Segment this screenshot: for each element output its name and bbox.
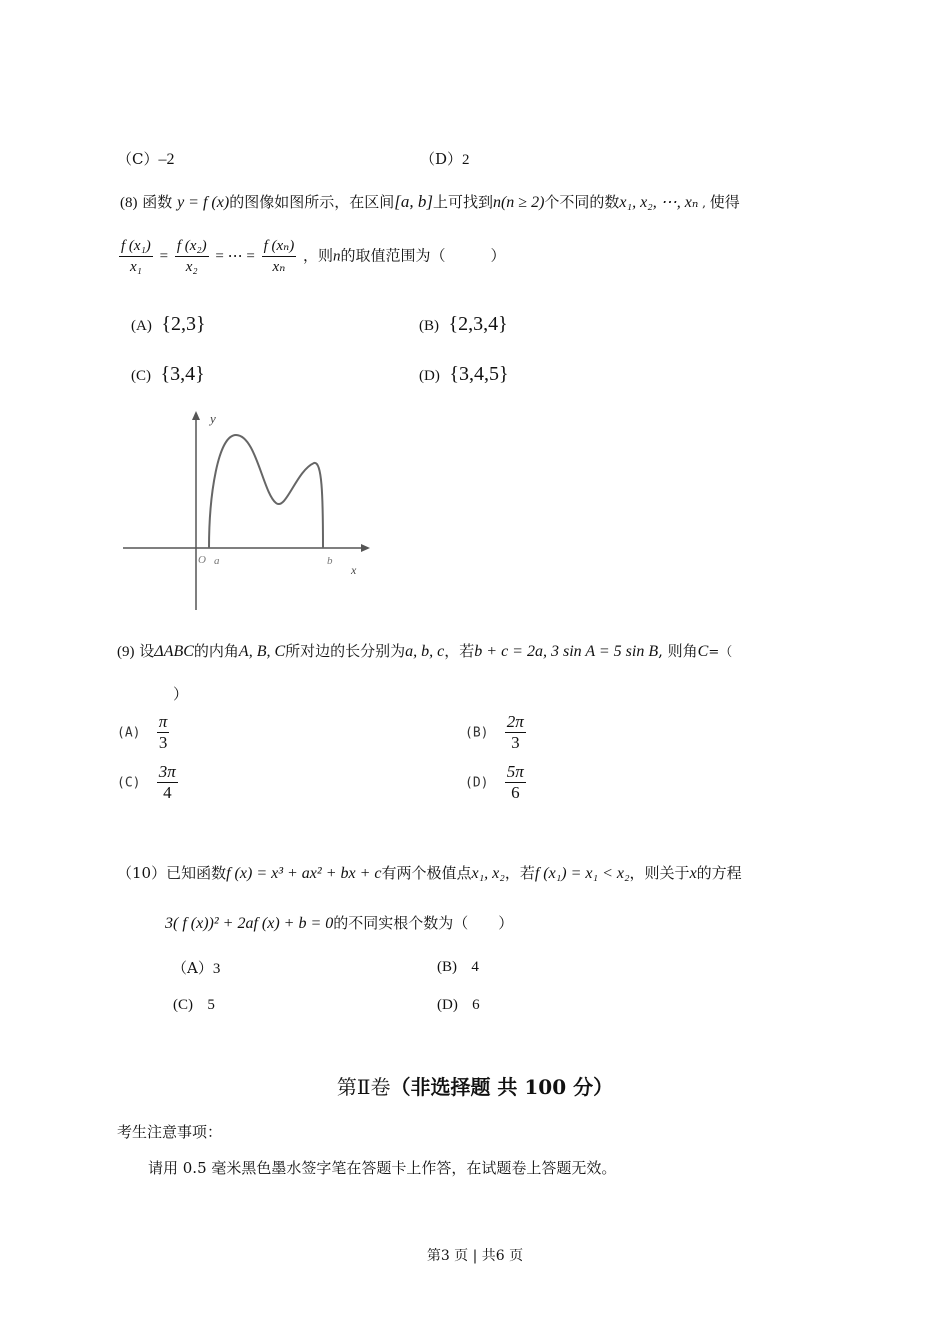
q10-option-c: (C) 5 — [173, 997, 215, 1013]
y-axis-label: y — [210, 411, 216, 426]
page-footer: 第3 页 | 共6 页 — [426, 1248, 524, 1264]
q10-stem: （10）已知函数f (x) = x³ + ax² + bx + c有两个极值点x₁, x₂，若f (x₁) = x₁ < x₂，则关于x的方程 — [117, 864, 742, 882]
q9-option-a: (A) $\frac{\pi}{3}$ — [117, 712, 168, 752]
q9-option-d: (D) $\frac{5\pi}{6}$ — [465, 762, 524, 802]
x-axis-label: x — [351, 563, 357, 577]
b-label: b — [327, 555, 333, 567]
q8-function-graph — [118, 405, 378, 615]
q8-option-d: (D) {3,4,5} — [419, 363, 509, 385]
q10-option-b: (B) 4 — [437, 959, 479, 975]
q8-option-a: (A) {2,3} — [131, 313, 206, 335]
q8-option-c: (C) {3,4} — [131, 363, 205, 385]
section-2-title: 第Ⅱ卷（非选择题 共 100 分） — [336, 1075, 614, 1099]
q8-ratio-equation: $\frac{\text{f (x₁)}}{\text{x₁}}$ = $\frac{\text{f (x₂)}}{\text{x₂}}$ = ⋯ = $\frac{\text{f (xₙ)}}{\text{xₙ}}$ ，则n的取值范围为（ ） — [121, 238, 506, 275]
q10-option-a: （A）3 — [172, 959, 221, 977]
q9-stem-close: ） — [173, 685, 189, 703]
q9-option-b: (B) $\frac{2\pi}{3}$ — [465, 712, 524, 752]
origin-label: O — [198, 554, 206, 566]
q7-option-c: （C）–2 — [117, 150, 175, 168]
a-label: a — [214, 555, 220, 567]
q10-option-d: (D) 6 — [437, 997, 480, 1013]
q9-option-c: (C) $\frac{3\pi}{4}$ — [117, 762, 176, 802]
q8-option-b: (B) {2,3,4} — [419, 313, 508, 335]
q7-option-d: （D）2 — [420, 150, 470, 168]
x-axis-arrow — [361, 544, 370, 552]
q10-equation-line: 3( f (x))² + 2af (x) + b = 0的不同实根个数为（ ） — [165, 914, 514, 932]
q8-stem: (8) 函数 y = f (x)的图像如图所示，在区间[a, b]上可找到n(n ≥ 2)个不同的数x₁, x₂, ⋯, xₙ , 使得 — [120, 192, 740, 211]
function-curve — [209, 435, 323, 548]
y-axis-arrow — [192, 411, 200, 420]
q9-stem: (9) 设ΔABC的内角A, B, C所对边的长分别为a, b, c，若b + c = 2a, 3 sin A = 5 sin B, 则角C=（ — [117, 642, 733, 660]
notes-text: 请用 0.5 毫米黑色墨水签字笔在答题卡上作答，在试题卷上答题无效。 — [148, 1159, 617, 1177]
notes-heading: 考生注意事项： — [117, 1123, 223, 1141]
